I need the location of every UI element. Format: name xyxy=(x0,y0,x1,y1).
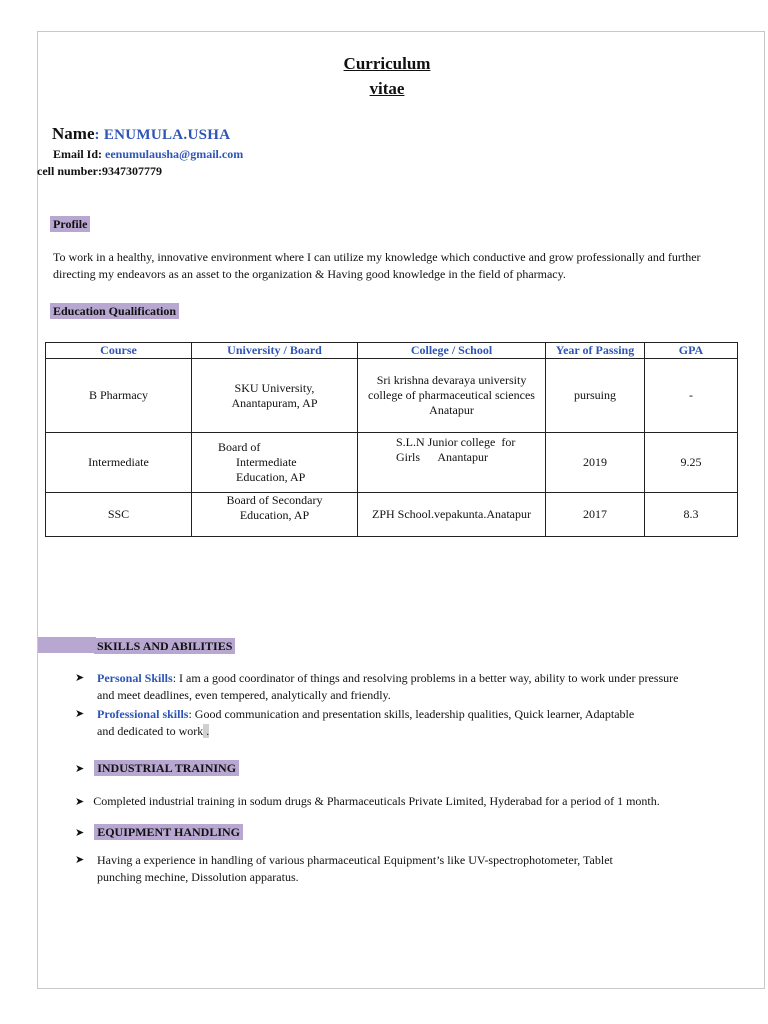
personal-skills-text: : I am a good coordinator of things and resolving problems in a better way, ability to work under pressure xyxy=(172,671,679,685)
board-line: Anantapuram, AP xyxy=(231,395,318,410)
cell-line xyxy=(37,164,162,179)
college-line: Anatapur xyxy=(429,403,474,417)
cell-gpa: 8.3 xyxy=(645,493,738,537)
equipment-heading-text: EQUIPMENT HANDLING xyxy=(94,824,243,840)
college-line: college of pharmaceutical sciences xyxy=(368,388,535,402)
arrow-bullet-icon: ➤ xyxy=(75,796,85,808)
board-line: SKU University, xyxy=(234,380,315,395)
college-line: Sri krishna devaraya university xyxy=(376,373,527,387)
arrow-bullet-icon: ➤ xyxy=(75,763,85,775)
cell-course: Intermediate xyxy=(46,433,192,493)
email-value[interactable]: eenumulausha@gmail.com xyxy=(105,147,244,161)
education-heading-text: Education Qualification xyxy=(50,303,179,319)
skills-heading-text: SKILLS AND ABILITIES xyxy=(94,638,235,654)
col-year: Year of Passing xyxy=(546,343,645,359)
equipment-line-1: Having a experience in handling of various pharmaceutical Equipment’s like UV-spectrophotometer, Tablet xyxy=(97,853,613,867)
arrow-bullet-icon: ➤ xyxy=(75,827,85,839)
email-label: Email Id: xyxy=(53,147,103,161)
equipment-heading xyxy=(75,823,243,841)
equipment-line-2: punching mechine, Dissolution apparatus. xyxy=(97,870,299,884)
training-item xyxy=(75,793,755,811)
training-text: Completed industrial training in sodum drugs & Pharmaceuticals Private Limited, Hyderabad for a period of 1 month. xyxy=(93,794,660,808)
col-university: University / Board xyxy=(192,343,358,359)
cell-board xyxy=(192,433,358,493)
profile-line-1: To work in a healthy, innovative environment where I can utilize my knowledge which conductive and grow professionally and further xyxy=(53,250,701,264)
table-row xyxy=(46,493,738,537)
personal-skills-label: Personal Skills xyxy=(97,671,173,685)
title-line-1: Curriculum xyxy=(343,54,431,73)
name-line xyxy=(52,124,230,144)
arrow-bullet-icon: ➤ xyxy=(75,854,85,866)
training-heading xyxy=(75,759,239,777)
board-line: Intermediate xyxy=(236,455,297,469)
cell-value: 9347307779 xyxy=(102,164,162,178)
cell-label: cell number: xyxy=(37,164,102,178)
cell-college xyxy=(358,433,546,493)
email-line xyxy=(53,147,243,162)
skills-heading xyxy=(94,637,235,655)
board-line: Education, AP xyxy=(239,508,310,522)
training-heading-text: INDUSTRIAL TRAINING xyxy=(94,760,239,776)
cell-board xyxy=(192,493,358,537)
education-table xyxy=(45,342,738,537)
cell-year: 2017 xyxy=(546,493,645,537)
board-line: Education, AP xyxy=(236,470,306,484)
cell-year: pursuing xyxy=(546,359,645,433)
professional-skills-label: Professional skills xyxy=(97,707,189,721)
cell-course: B Pharmacy xyxy=(46,359,192,433)
cell-college xyxy=(358,359,546,433)
skills-item-personal xyxy=(75,670,755,704)
college-line: Girls Anantapur xyxy=(396,450,488,464)
cell-board xyxy=(192,359,358,433)
profile-heading-text: Profile xyxy=(50,216,90,232)
professional-skills-text-2: and dedicated to work xyxy=(97,724,204,738)
board-line: Board of Secondary xyxy=(226,493,323,507)
cell-college: ZPH School.vepakunta.Anatapur xyxy=(358,493,546,537)
profile-line-2: directing my endeavors as an asset to the organization & Having good knowledge in the field of pharmacy. xyxy=(53,267,566,281)
col-gpa: GPA xyxy=(645,343,738,359)
arrow-bullet-icon: ➤ xyxy=(75,672,85,684)
profile-text xyxy=(53,249,753,283)
personal-skills-text-2: and meet deadlines, even tempered, analytically and friendly. xyxy=(97,688,391,702)
col-college: College / School xyxy=(358,343,546,359)
cell-course: SSC xyxy=(46,493,192,537)
arrow-bullet-icon: ➤ xyxy=(75,708,85,720)
title-line-2: vitae xyxy=(369,79,405,98)
equipment-item xyxy=(75,852,755,886)
cell-year: 2019 xyxy=(546,433,645,493)
name-label: Name xyxy=(52,124,95,143)
cell-gpa: 9.25 xyxy=(645,433,738,493)
skills-heading-bar xyxy=(38,637,96,653)
board-line: Board of xyxy=(218,440,261,454)
col-course: Course xyxy=(46,343,192,359)
table-row xyxy=(46,433,738,493)
profile-heading xyxy=(50,215,90,233)
professional-skills-text: : Good communication and presentation skills, leadership qualities, Quick learner, Adaptable xyxy=(188,707,635,721)
name-value: : ENUMULA.USHA xyxy=(94,127,231,143)
education-heading xyxy=(50,302,179,320)
table-row xyxy=(46,359,738,433)
college-line: S.L.N Junior college for xyxy=(396,435,516,449)
skills-item-professional: ➤ Professional skills: Good communication and presentation skills, leadership qualities, Quick learner, Adaptable and dedicated to work . xyxy=(75,707,635,738)
cell-gpa: - xyxy=(645,359,738,433)
table-header-row xyxy=(46,343,738,359)
